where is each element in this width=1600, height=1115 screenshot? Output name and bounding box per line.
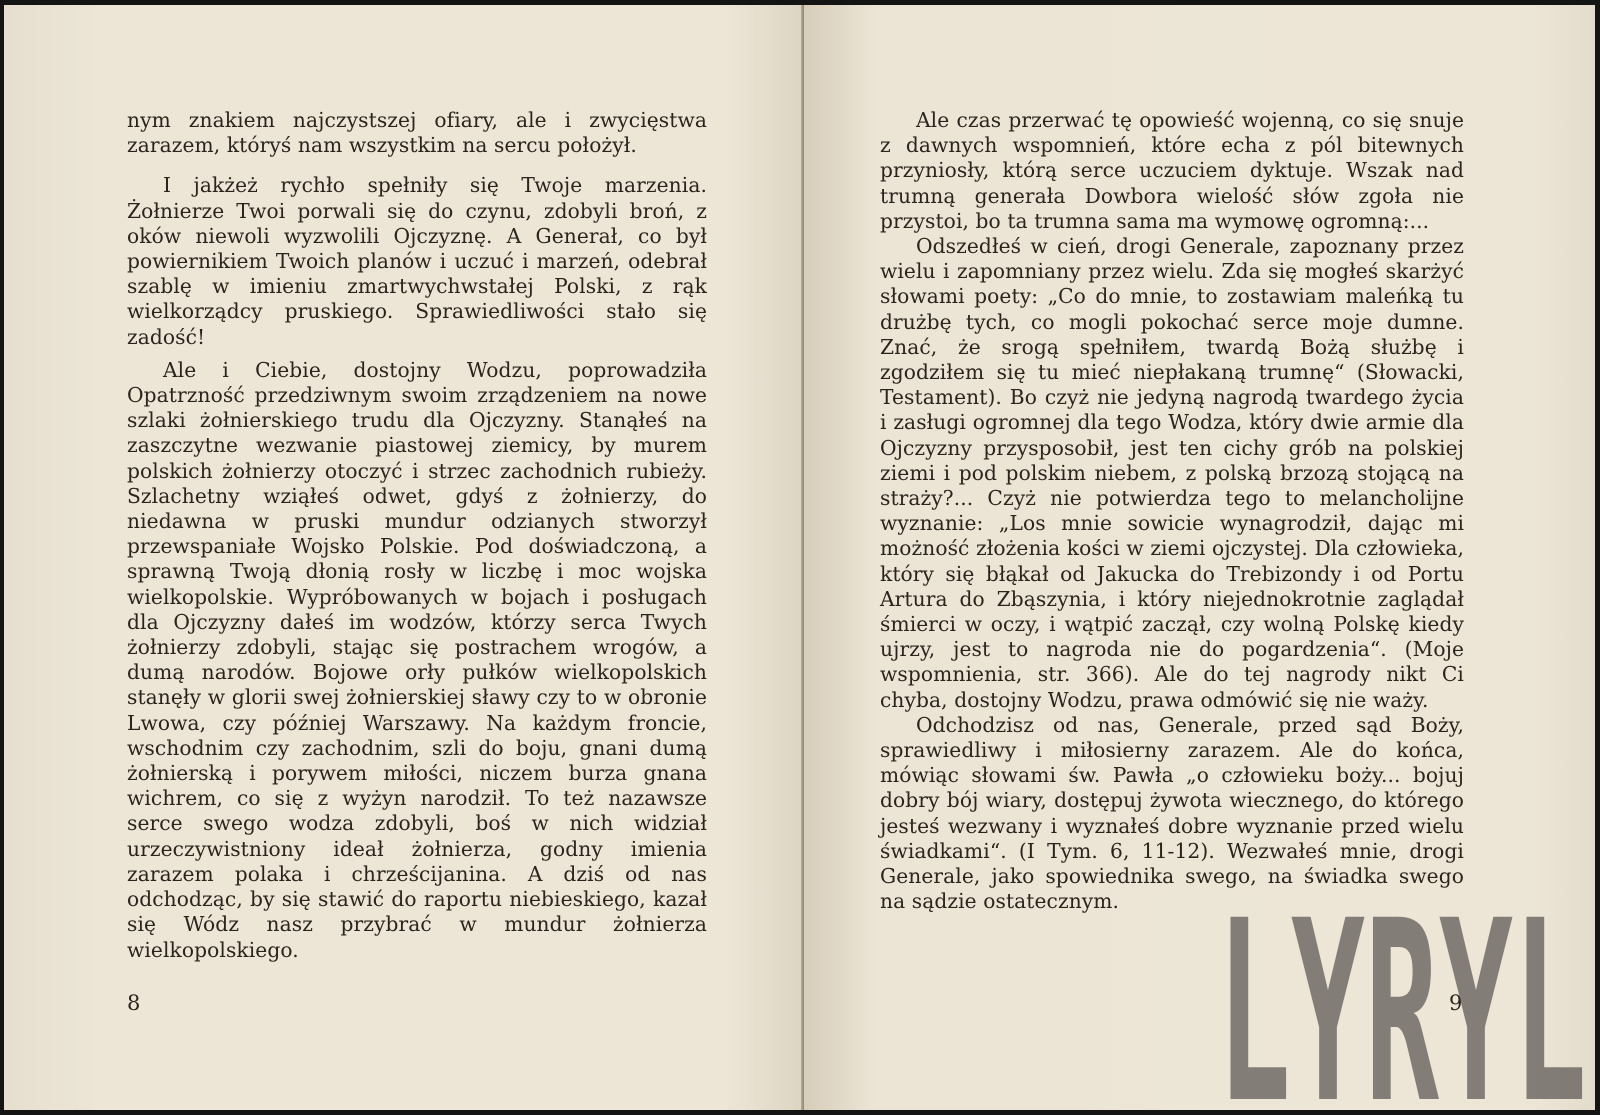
paragraph: I jakżeż rychło spełniły się Twoje marzenia. Żołnierze Twoi porwali się do czynu, zdobyli broń, z oków niewoli wyzwolili Ojczyznę. A Generał, co był powiernikiem Twoich planów i uczuć i marzeń, odebrał szablę w imieniu zmartwychwstałej Polski, z rąk wielkorządcy pruskiego. Sprawiedliwości stało się zadość! <box>127 173 707 349</box>
page-number: 8 <box>127 991 141 1015</box>
left-page-text <box>127 108 707 963</box>
paragraph: Odszedłeś w cień, drogi Generale, zapoznany przez wielu i zapomniany przez wielu. Zda się mogłeś skarżyć słowami poety: „Co do mnie, to zostawiam maleńką tu drużbę tych, co mogli pokochać serce moje dumne. Znać, że srogą spełniłem, twardą Bożą służbę i zgodziłem się tu mieć niepłakaną trumnę“ (Słowacki, Testament). Bo czyż nie jedyną nagrodą twardego życia i zasługi ogromnej dla tego Wodza, który dwie armie dla Ojczyzny przysposobił, jest ten cichy grób na polskiej ziemi i pod polskim niebem, z polską brzozą stojącą na straży?... Czyż nie potwierdza tego to melancholijne wyznanie: „Los mnie sowicie wynagrodził, dając mi możność złożenia kości w ziemi ojczystej. Dla człowieka, który się błąkał od Jakucka do Trebizondy i od Portu Artura do Zbąszynia, i który niejednokrotnie zaglądał śmierci w oczy, i wątpić zaczął, czy wolną Polskę kiedy ujrzy, jest to nagroda nie do pogardzenia“. (Moje wspomnienia, str. 366). Ale do tej nagrody nikt Ci chyba, dostojny Wodzu, prawa odmówić się nie waży. <box>880 234 1464 712</box>
lyryl-watermark <box>1217 899 1587 1104</box>
paragraph: Ale i Ciebie, dostojny Wodzu, poprowadziła Opatrzność przedziwnym swoim zrządzeniem na nowe szlaki żołnierskiego trudu dla Ojczyzny. Stanąłeś na zaszczytne wezwanie piastowej ziemicy, by murem polskich żołnierzy otoczyć i strzec zachodnich rubieży. Szlachetny wziąłeś odwet, gdyś z żołnierzy, do niedawna w pruski mundur odzianych stworzył przewspaniałe Wojsko Polskie. Pod doświadczoną, a sprawną Twoją dłonią rosły w liczbę i moc wojska wielkopolskie. Wypróbowanych w bojach i posługach dla Ojczyzny dałeś im wodzów, którzy serca Twych żołnierzy zdobyli, stając się postrachem wrogów, a dumą narodów. Bojowe orły pułków wielkopolskich stanęły w glorii swej żołnierskiej sławy czy to w obronie Lwowa, czy później Warszawy. Na każdym froncie, wschodnim czy zachodnim, szli do boju, gnani dumą żołnierską i porywem miłości, niczem burza gnana wichrem, co się z wyżyn narodził. To też nazawsze serce swego wodza zdobyli, boś w nich widział urzeczywistniony ideał żołnierza, godny imienia zarazem polaka i chrześcijanina. A dziś od nas odchodząc, by się stawić do raportu niebieskiego, kazał się Wódz nasz przybrać w mundur żołnierza wielkopolskiego. <box>127 357 707 962</box>
watermark-logo <box>1217 899 1587 1104</box>
paragraph: Odchodzisz od nas, Generale, przed sąd Boży, sprawiedliwy i miłosierny zarazem. Ale do końca, mówiąc słowami św. Pawła „o człowieku boży... bojuj dobry bój wiary, dostępuj żywota wiecznego, do którego jesteś wezwany i wyznałeś dobre wyznanie przed wielu świadkami“. (I Tym. 6, 11-12). Wezwałeś mnie, drogi Generale, jako spowiednika swego, na świadka swego na sądzie ostatecznym. <box>880 712 1464 914</box>
right-page-text <box>880 108 1464 915</box>
paragraph: Ale czas przerwać tę opowieść wojenną, co się snuje z dawnych wspomnień, które echa z pól bitewnych przyniosły, którą serce uczuciem dyktuje. Wszak nad trumną generała Dowbora wielość słów zgoła nie przystoi, bo ta trumna sama ma wymowę ogromną:... <box>880 108 1464 233</box>
paragraph: nym znakiem najczystszej ofiary, ale i zwycięstwa zarazem, któryś nam wszystkim na sercu położył. <box>127 108 707 158</box>
page-number: 9 <box>1449 991 1463 1015</box>
left-page <box>4 5 804 1110</box>
watermark-text: LYRYL <box>1217 899 1587 1104</box>
book-spread <box>4 5 1595 1110</box>
